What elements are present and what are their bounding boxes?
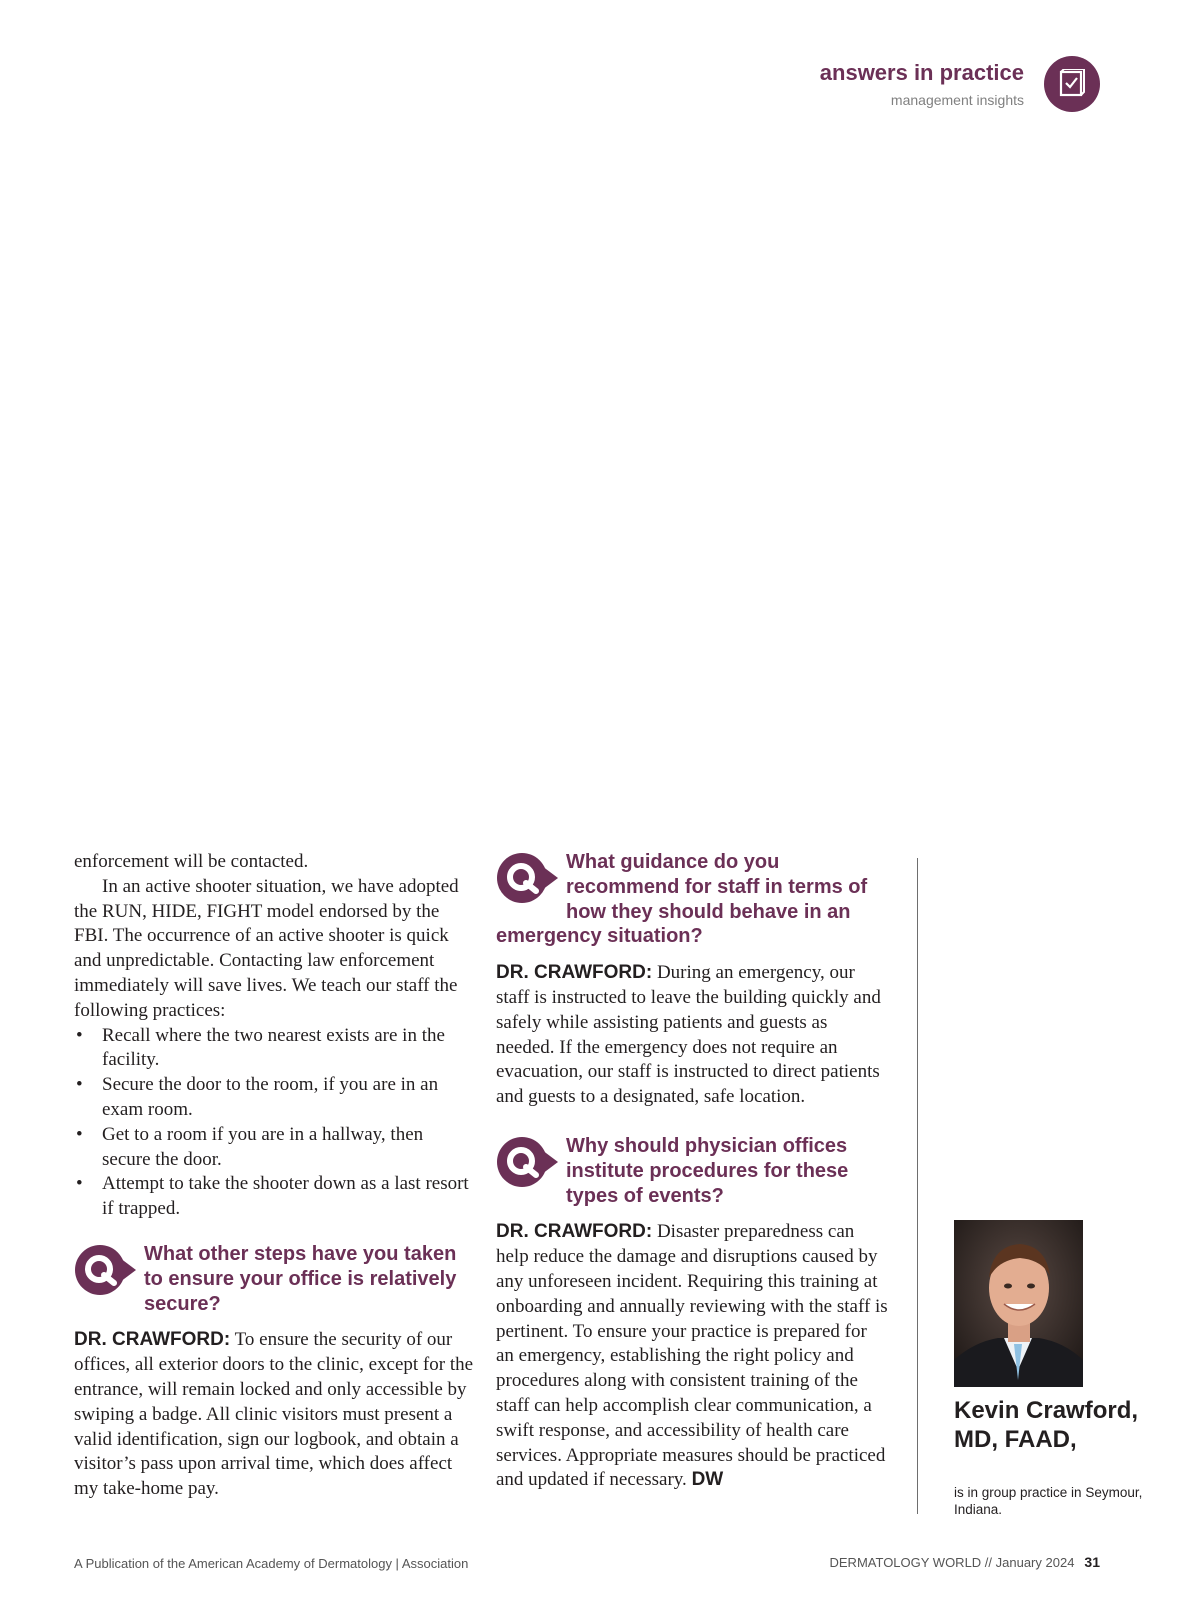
end-mark: DW	[691, 1469, 724, 1491]
section-title: answers in practice	[819, 60, 1024, 85]
author-photo	[954, 1220, 1083, 1387]
list-item: • Attempt to take the shooter down as a last resort if trapped.	[74, 1172, 474, 1222]
question-text: Why should physician offices institute procedures for these types of events?	[566, 1134, 849, 1207]
question-icon	[74, 1244, 140, 1296]
question-block	[74, 1242, 474, 1316]
issue-footer	[830, 1554, 1101, 1570]
question-text: What other steps have you taken to ensure your office is relatively secure?	[144, 1242, 457, 1315]
section-subtitle: management insights	[890, 92, 1024, 108]
issue-label: DERMATOLOGY WORLD // January 2024	[829, 1555, 1075, 1570]
speaker-label: DR. CRAWFORD:	[496, 1221, 653, 1243]
section-badge	[1044, 56, 1100, 112]
question-text: What guidance do you recommend for staff in terms of how they should behave in an emergency situation?	[496, 851, 868, 948]
list-item: • Get to a room if you are in a hallway, then secure the door.	[74, 1123, 474, 1173]
answer-paragraph	[496, 961, 888, 1110]
question-block	[496, 850, 888, 949]
practices-list	[74, 1024, 474, 1222]
checklist-icon	[1058, 69, 1086, 99]
speaker-label: DR. CRAWFORD:	[74, 1329, 231, 1351]
answer-text: To ensure the security of our offices, all exterior doors to the clinic, except for the entrance, will remain locked and only accessible by swiping a badge. All clinic visitors must present a valid identification, sign our logbook, and obtain a visitor’s pass upon arrival time, which does affect my take-home pay.	[74, 1329, 474, 1500]
list-item: • Recall where the two nearest exists are in the facility.	[74, 1024, 474, 1074]
active-shooter-paragraph: In an active shooter situation, we have adopted the RUN, HIDE, FIGHT model endorsed by the FBI. The occurrence of an active shooter is quick and unpredictable. Contacting law enforcement immediately will save lives. We teach our staff the following practices:	[74, 875, 459, 1021]
publication-footer: A Publication of the American Academy of Dermatology | Association	[74, 1556, 469, 1571]
question-block	[496, 1134, 888, 1208]
column-divider	[917, 858, 918, 1514]
author-description: is in group practice in Seymour, Indiana.	[954, 1485, 1143, 1517]
answer-paragraph	[496, 1220, 888, 1493]
author-name: Kevin Crawford, MD, FAAD,	[954, 1397, 1139, 1453]
middle-column	[496, 850, 888, 1493]
page-number: 31	[1084, 1554, 1100, 1570]
speaker-label: DR. CRAWFORD:	[496, 962, 653, 984]
left-column	[74, 850, 474, 1502]
answer-text: During an emergency, our staff is instructed to leave the building quickly and safely while assisting patients and guests as needed. If the emergency does not require an evacuation, our staff is instructed to direct patients and guests to a designated, safe location.	[496, 962, 881, 1108]
question-icon	[496, 1136, 562, 1188]
question-icon	[496, 852, 562, 904]
section-header	[700, 56, 1100, 112]
lead-text: enforcement will be contacted.	[74, 851, 309, 872]
answer-text: Disaster preparedness can help reduce the damage and disruptions caused by any unforeseen incident. Requiring this training at onboarding and annually reviewing with the staff is pertinent. To ensure your practice is prepared for an emergency, establishing the right policy and procedures along with consistent training of the staff can help accomplish clear communication, a swift response, and accessibility of health care services. Appropriate measures should be practiced and updated if necessary.	[496, 1221, 888, 1491]
answer-paragraph	[74, 1328, 474, 1502]
list-item: • Secure the door to the room, if you are in an exam room.	[74, 1073, 474, 1123]
